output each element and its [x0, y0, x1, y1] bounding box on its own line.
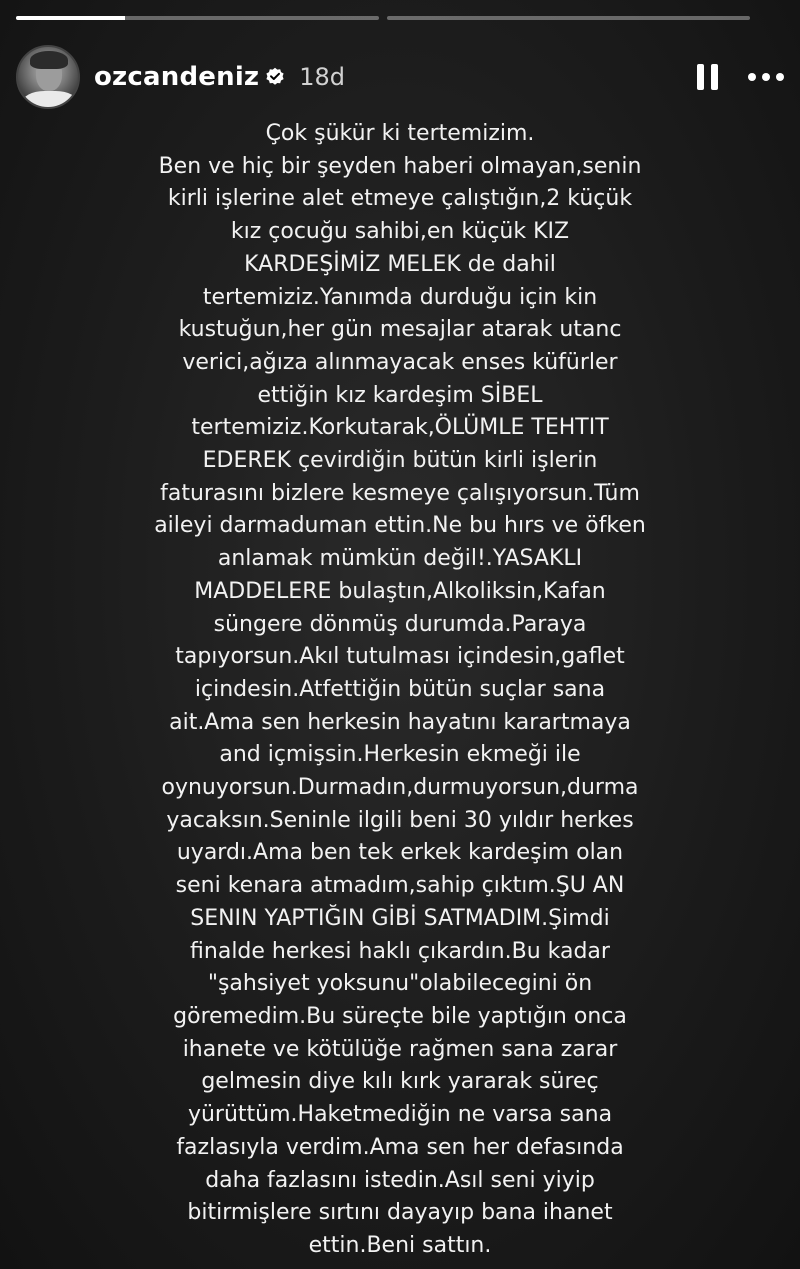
story-text-line: tapıyorsun.Akıl tutulması içindesin,gaflet [175, 644, 625, 670]
story-text-line: EDEREK çevirdiğin bütün kirli işlerin [202, 448, 598, 474]
story-text-line: oynuyorsun.Durmadın,durmuyorsun,durma [161, 775, 639, 801]
story-text-line: ihanete ve kötülüğe rağmen sana zarar [182, 1036, 618, 1062]
story-text-line: yacaksın.Seninle ilgili beni 30 yıldır herkes [166, 807, 634, 833]
progress-segment [16, 16, 379, 20]
story-text-line: kız çocuğu sahibi,en küçük KIZ [230, 219, 570, 245]
more-icon[interactable] [748, 73, 784, 81]
story-text-line: ettin.Beni sattın. [308, 1232, 492, 1258]
story-text-line: fazlasıyla verdim.Ama sen her defasında [176, 1134, 624, 1160]
story-text-line: and içmişsin.Herkesin ekmeği ile [219, 742, 581, 768]
story-text-line: ait.Ama sen herkesin hayatını karartmaya [169, 709, 631, 735]
story-text [90, 118, 710, 1263]
story-text-line: kustuğun,her gün mesajlar atarak utanc [178, 317, 622, 343]
story-text-line: verici,ağıza alınmayacak enses küfürler [182, 349, 618, 375]
story-text-line: ettiğin kız kardeşim SİBEL [257, 382, 543, 408]
progress-segment [387, 16, 750, 20]
verified-badge-icon [265, 67, 285, 87]
story-text-line: Ben ve hiç bir şeyden haberi olmayan,senin [158, 153, 642, 179]
story-timestamp: 18d [299, 63, 346, 91]
story-text-line: gelmesin diye kılı kırk yararak süreç [201, 1069, 599, 1095]
story-text-line: bitirmişlere sırtını dayayıp bana ihanet [187, 1200, 613, 1226]
story-text-line: süngere dönmüş durumda.Paraya [213, 611, 587, 637]
story-text-line: kirli işlerine alet etmeye çalıştığın,2 küçük [167, 186, 633, 212]
story-text-line: yürüttüm.Haketmediğin ne varsa sana [187, 1102, 613, 1128]
story-text-line: içindesin.Atfettiğin bütün suçlar sana [194, 676, 606, 702]
story-text-line: faturasını bizlere kesmeye çalışıyorsun.Tüm [160, 480, 640, 506]
story-text-line: aileyi darmaduman ettin.Ne bu hırs ve öfken [154, 513, 646, 539]
story-text-line: finalde herkesi haklı çıkardın.Bu kadar [190, 938, 610, 964]
story-text-line: seni kenara atmadım,sahip çıktım.ŞU AN [175, 873, 625, 899]
story-text-line: uyardı.Ama ben tek erkek kardeşim olan [176, 840, 624, 866]
story-text-line: MADDELERE bulaştın,Alkoliksin,Kafan [194, 578, 606, 604]
story-text-line: SENIN YAPTIĞIN GİBİ SATMADIM.Şimdi [190, 905, 610, 931]
progress-segment-fill [16, 16, 125, 20]
pause-icon[interactable] [697, 64, 718, 90]
username[interactable]: ozcandeniz [94, 62, 260, 92]
story-progress-bar [16, 16, 750, 20]
avatar[interactable] [16, 45, 80, 109]
story-text-line: daha fazlasını istedin.Asıl seni yiyip [205, 1167, 595, 1193]
story-text-line: anlamak mümkün değil!.YASAKLI [217, 546, 583, 572]
story-controls [697, 64, 784, 90]
story-text-line: göremedim.Bu süreçte bile yaptığın onca [173, 1003, 627, 1029]
story-text-line: "şahsiyet yoksunu"olabilecegini ön [207, 971, 593, 997]
story-text-line: tertemiziz.Korkutarak,ÖLÜMLE TEHTIT [191, 415, 609, 441]
story-text-line: Çok şükür ki tertemizim. [265, 121, 535, 146]
story-header [16, 42, 784, 112]
story-text-line: KARDEŞİMİZ MELEK de dahil [244, 251, 556, 277]
story-text-line: tertemiziz.Yanımda durduğu için kin [202, 284, 598, 310]
